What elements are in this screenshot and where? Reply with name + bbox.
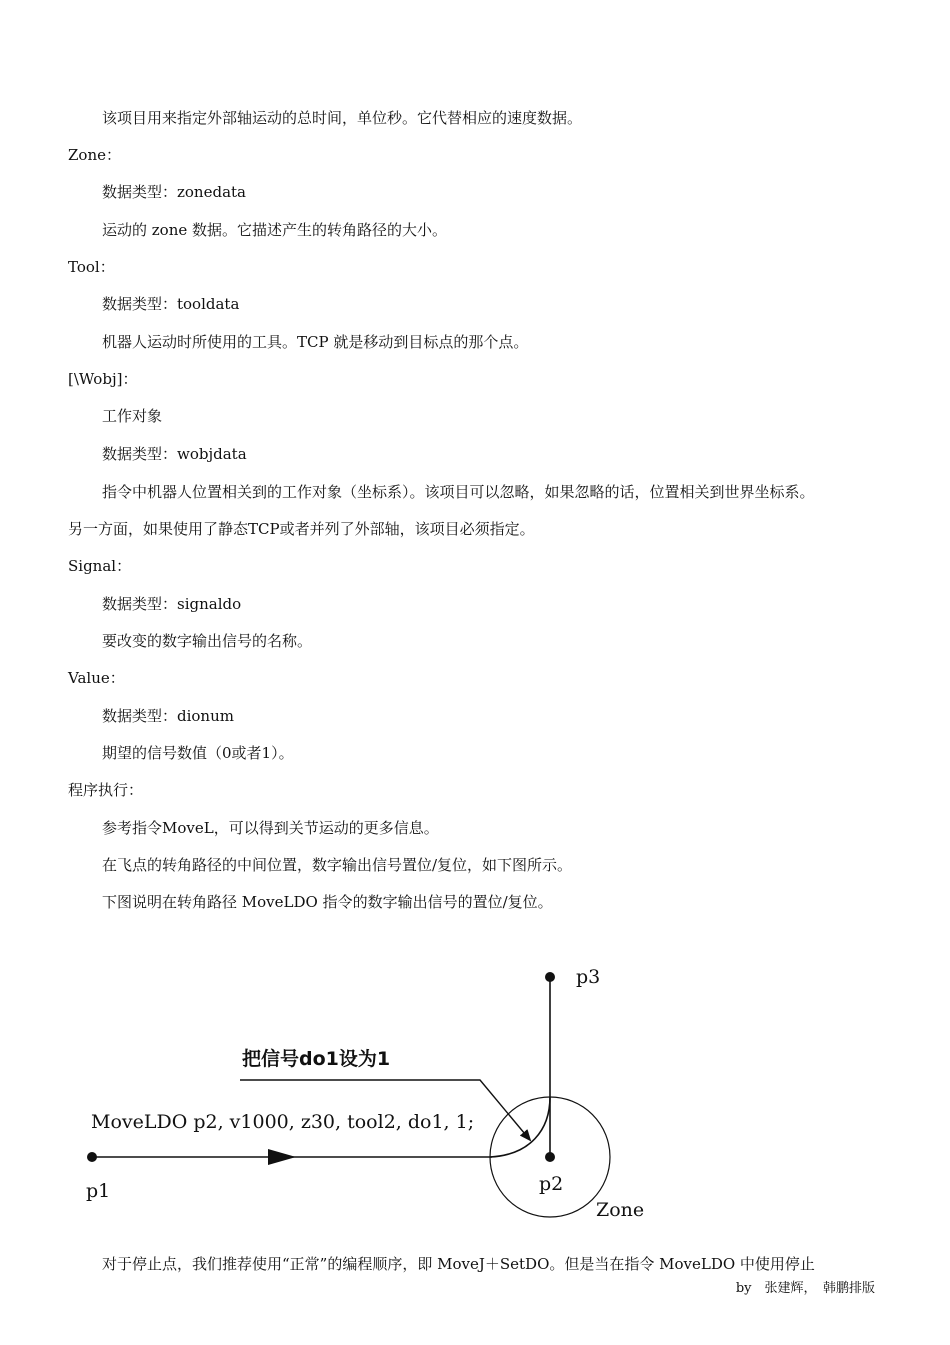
text-line-3: 数据类型：zonedata xyxy=(102,183,246,201)
label-p1: p1 xyxy=(86,1180,111,1202)
direction-arrow-icon xyxy=(268,1149,296,1165)
text-line-10: 数据类型：wobjdata xyxy=(102,445,247,463)
text-line-11: 指令中机器人位置相关到的工作对象（坐标系）。该项目可以忽略，如果忽略的话，位置相关到世界坐标系。 xyxy=(102,483,815,501)
point-p2 xyxy=(545,1152,555,1162)
instruction-text: MoveLDO p2, v1000, z30, tool2, do1, 1; xyxy=(91,1111,475,1133)
label-p2: p2 xyxy=(539,1173,564,1195)
corner-path-diagram xyxy=(0,955,950,1230)
heading-tool: Tool： xyxy=(68,258,115,276)
text-line-22: 下图说明在转角路径 MoveLDO 指令的数字输出信号的置位/复位。 xyxy=(102,893,553,911)
annotation-text: 把信号do1设为1 xyxy=(242,1048,391,1070)
text-line-14: 数据类型：signaldo xyxy=(102,595,242,613)
heading-wobj: [\Wobj]： xyxy=(68,370,138,388)
text-line-20: 参考指令MoveL，可以得到关节运动的更多信息。 xyxy=(102,819,439,837)
point-p3 xyxy=(545,972,555,982)
heading-zone: Zone： xyxy=(68,146,121,164)
label-p3: p3 xyxy=(576,966,601,988)
text-line-4: 运动的 zone 数据。它描述产生的转角路径的大小。 xyxy=(102,221,448,239)
footer-credit: by 张建辉， 韩鹏排版 xyxy=(735,1281,875,1296)
text-line-7: 机器人运动时所使用的工具。TCP 就是移动到目标点的那个点。 xyxy=(102,333,529,351)
text-line-6: 数据类型：tooldata xyxy=(102,295,240,313)
text-line-9: 工作对象 xyxy=(102,407,163,425)
heading-value: Value： xyxy=(68,669,125,687)
label-zone: Zone xyxy=(596,1199,645,1221)
heading-signal: Signal： xyxy=(68,557,132,575)
text-line-17: 数据类型：dionum xyxy=(102,707,234,725)
text-line-21: 在飞点的转角路径的中间位置，数字输出信号置位/复位，如下图所示。 xyxy=(102,856,573,874)
text-line-15: 要改变的数字输出信号的名称。 xyxy=(102,632,313,650)
text-line-12: 另一方面，如果使用了静态TCP或者并列了外部轴，该项目必须指定。 xyxy=(68,520,535,538)
text-line-bottom: 对于停止点，我们推荐使用“正常”的编程顺序，即 MoveJ＋SetDO。但是当在指令 MoveLDO 中使用停止 xyxy=(102,1255,815,1273)
heading-program-execution: 程序执行： xyxy=(68,781,144,799)
point-p1 xyxy=(87,1152,97,1162)
text-line-1: 该项目用来指定外部轴运动的总时间，单位秒。它代替相应的速度数据。 xyxy=(102,109,583,127)
text-line-18: 期望的信号数值（0或者1）。 xyxy=(102,744,294,762)
